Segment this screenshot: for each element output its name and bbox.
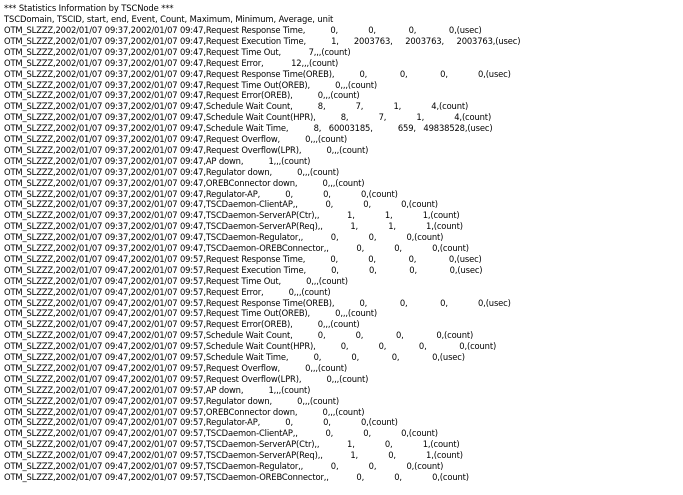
- statistics-row: OTM_SLZZZ,2002/01/07 09:37,2002/01/07 09:47,Request Overflow(LPR), 0,,,(count): [4, 144, 369, 155]
- statistics-row: OTM_SLZZZ,2002/01/07 09:37,2002/01/07 09:47,Regulator-AP, 0, 0, 0,(count): [4, 188, 398, 199]
- statistics-row: OTM_SLZZZ,2002/01/07 09:37,2002/01/07 09:47,Request Response Time, 0, 0, 0, 0,(usec): [4, 25, 482, 35]
- statistics-row: OTM_SLZZZ,2002/01/07 09:37,2002/01/07 09:47,TSCDaemon-OREBConnector,, 0, 0, 0,(count): [4, 243, 469, 253]
- statistics-row: OTM_SLZZZ,2002/01/07 09:37,2002/01/07 09:47,Schedule Wait Count, 8, 7, 1, 4,(count): [4, 101, 469, 112]
- statistics-row: OTM_SLZZZ,2002/01/07 09:47,2002/01/07 09:57,AP down, 1,,,(count): [4, 384, 311, 395]
- statistics-row: OTM_SLZZZ,2002/01/07 09:47,2002/01/07 09:57,Request Response Time(OREB), 0, 0, 0, 0,(usec): [4, 297, 511, 308]
- statistics-row: OTM_SLZZZ,2002/01/07 09:37,2002/01/07 09:47,Schedule Wait Time, 8, 60003185, 659, 49838528,(usec): [4, 123, 493, 134]
- statistics-row: OTM_SLZZZ,2002/01/07 09:47,2002/01/07 09:57,TSCDaemon-ServerAP(Req),, 1, 0, 1,(count): [4, 450, 463, 461]
- statistics-row: OTM_SLZZZ,2002/01/07 09:37,2002/01/07 09:47,Request Overflow, 0,,,(count): [4, 134, 347, 144]
- statistics-row: OTM_SLZZZ,2002/01/07 09:37,2002/01/07 09:47,Request Error, 12,,,(count): [4, 57, 339, 68]
- statistics-row: OTM_SLZZZ,2002/01/07 09:47,2002/01/07 09:57,TSCDaemon-ServerAP(Ctr),, 1, 0, 1,(count): [4, 439, 460, 450]
- statistics-row: OTM_SLZZZ,2002/01/07 09:37,2002/01/07 09:47,OREBConnector down, 0,,,(count): [4, 177, 365, 188]
- statistics-row: OTM_SLZZZ,2002/01/07 09:47,2002/01/07 09:57,Schedule Wait Count, 0, 0, 0, 0,(count): [4, 330, 474, 341]
- column-header-line: TSCDomain, TSCID, start, end, Event, Count, Maximum, Minimum, Average, unit: [4, 14, 334, 24]
- statistics-row: OTM_SLZZZ,2002/01/07 09:47,2002/01/07 09:57,Request Time Out, 0,,,(count): [4, 275, 348, 286]
- statistics-row: OTM_SLZZZ,2002/01/07 09:47,2002/01/07 09:57,Request Overflow(LPR), 0,,,(count): [4, 373, 369, 384]
- statistics-row: OTM_SLZZZ,2002/01/07 09:47,2002/01/07 09:57,TSCDaemon-ClientAP,, 0, 0, 0,(count): [4, 428, 438, 439]
- statistics-row: OTM_SLZZZ,2002/01/07 09:47,2002/01/07 09:57,Regulator-AP, 0, 0, 0,(count): [4, 417, 398, 428]
- statistics-row: OTM_SLZZZ,2002/01/07 09:47,2002/01/07 09:57,Schedule Wait Time, 0, 0, 0, 0,(usec): [4, 352, 465, 362]
- statistics-row: OTM_SLZZZ,2002/01/07 09:37,2002/01/07 09:47,TSCDaemon-ServerAP(Ctr),, 1, 1, 1,(count): [4, 210, 460, 221]
- statistics-row: OTM_SLZZZ,2002/01/07 09:37,2002/01/07 09:47,TSCDaemon-ServerAP(Req),, 1, 1, 1,(count): [4, 221, 463, 232]
- statistics-row: OTM_SLZZZ,2002/01/07 09:47,2002/01/07 09:57,OREBConnector down, 0,,,(count): [4, 406, 365, 417]
- statistics-row: OTM_SLZZZ,2002/01/07 09:47,2002/01/07 09:57,Request Overflow, 0,,,(count): [4, 362, 347, 373]
- statistics-row: OTM_SLZZZ,2002/01/07 09:37,2002/01/07 09:47,Regulator down, 0,,,(count): [4, 166, 339, 177]
- statistics-row: OTM_SLZZZ,2002/01/07 09:47,2002/01/07 09:57,Regulator down, 0,,,(count): [4, 395, 339, 406]
- statistics-row: OTM_SLZZZ,2002/01/07 09:37,2002/01/07 09:47,TSCDaemon-ClientAP,, 0, 0, 0,(count): [4, 199, 438, 210]
- statistics-row: OTM_SLZZZ,2002/01/07 09:37,2002/01/07 09:47,TSCDaemon-Regulator,, 0, 0, 0,(count): [4, 232, 444, 243]
- statistics-row: OTM_SLZZZ,2002/01/07 09:47,2002/01/07 09:57,Request Time Out(OREB), 0,,,(count): [4, 308, 378, 319]
- statistics-row: OTM_SLZZZ,2002/01/07 09:37,2002/01/07 09:47,Request Error(OREB), 0,,,(count): [4, 90, 360, 101]
- statistics-row: OTM_SLZZZ,2002/01/07 09:37,2002/01/07 09:47,Request Time Out, 7,,,(count): [4, 46, 351, 57]
- statistics-row: OTM_SLZZZ,2002/01/07 09:47,2002/01/07 09:57,Request Error, 0,,,(count): [4, 286, 331, 297]
- statistics-row: OTM_SLZZZ,2002/01/07 09:37,2002/01/07 09:47,Request Response Time(OREB), 0, 0, 0, 0,(usec): [4, 68, 511, 79]
- document-title: *** Statistics Information by TSCNode ***: [4, 3, 174, 13]
- statistics-row: OTM_SLZZZ,2002/01/07 09:47,2002/01/07 09:57,Request Error(OREB), 0,,,(count): [4, 319, 360, 330]
- statistics-row: OTM_SLZZZ,2002/01/07 09:47,2002/01/07 09:57,Request Response Time, 0, 0, 0, 0,(usec): [4, 253, 482, 264]
- statistics-row: OTM_SLZZZ,2002/01/07 09:37,2002/01/07 09:47,Request Execution Time, 1, 2003763, 2003763, 2003763,(usec): [4, 35, 521, 46]
- statistics-row: OTM_SLZZZ,2002/01/07 09:47,2002/01/07 09:57,TSCDaemon-Regulator,, 0, 0, 0,(count): [4, 461, 444, 471]
- statistics-row: OTM_SLZZZ,2002/01/07 09:37,2002/01/07 09:47,Schedule Wait Count(HPR), 8, 7, 1, 4,(count): [4, 112, 492, 123]
- statistics-row: OTM_SLZZZ,2002/01/07 09:37,2002/01/07 09:47,AP down, 1,,,(count): [4, 155, 311, 166]
- statistics-row: OTM_SLZZZ,2002/01/07 09:47,2002/01/07 09:57,Schedule Wait Count(HPR), 0, 0, 0, 0,(count): [4, 341, 497, 352]
- statistics-row: OTM_SLZZZ,2002/01/07 09:47,2002/01/07 09:57,Request Execution Time, 0, 0, 0, 0,(usec): [4, 264, 483, 275]
- statistics-row: OTM_SLZZZ,2002/01/07 09:47,2002/01/07 09:57,TSCDaemon-OREBConnector,, 0, 0, 0,(count): [4, 471, 469, 482]
- statistics-row: OTM_SLZZZ,2002/01/07 09:37,2002/01/07 09:47,Request Time Out(OREB), 0,,,(count): [4, 79, 378, 90]
